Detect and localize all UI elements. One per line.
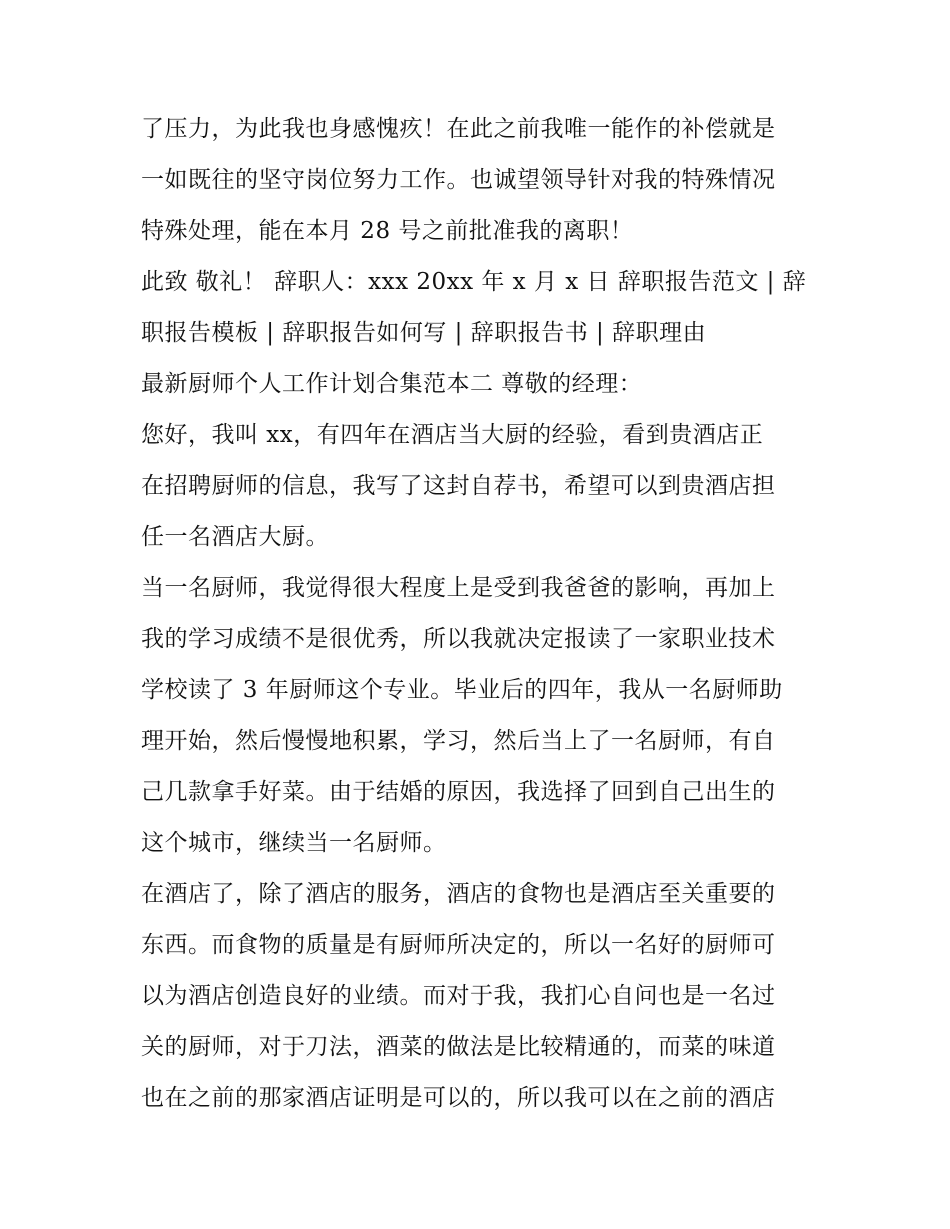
text-line: 己几款拿手好菜。由于结婚的原因，我选择了回到自己出生的 [141, 779, 776, 805]
text-line: 任一名酒店大厨。 [141, 524, 329, 550]
text-line: 了压力，为此我也身感愧疚！在此之前我唯一能作的补偿就是 [141, 116, 776, 142]
text-line: 在招聘厨师的信息，我写了这封自荐书，希望可以到贵酒店担 [141, 473, 776, 499]
text-line: 东西。而食物的质量是有厨师所决定的，所以一名好的厨师可 [141, 932, 776, 958]
text-line: 在酒店了，除了酒店的服务，酒店的食物也是酒店至关重要的 [141, 881, 776, 907]
text-line: 这个城市，继续当一名厨师。 [141, 830, 447, 856]
text-line: 以为酒店创造良好的业绩。而对于我，我扪心自问也是一名过 [141, 983, 776, 1009]
text-line: 关的厨师，对于刀法，酒菜的做法是比较精通的，而菜的味道 [141, 1034, 776, 1060]
text-line: 您好，我叫 xx，有四年在酒店当大厨的经验，看到贵酒店正 [141, 422, 764, 448]
text-line: 学校读了 3 年厨师这个专业。毕业后的四年，我从一名厨师助 [141, 677, 783, 703]
text-line: 最新厨师个人工作计划合集范本二 尊敬的经理： [141, 371, 643, 397]
text-line: 此致 敬礼！ 辞职人：xxx 20xx 年 x 月 x 日 辞职报告范文 | 辞 [141, 269, 807, 295]
text-line: 特殊处理，能在本月 28 号之前批准我的离职！ [141, 218, 634, 244]
text-line: 我的学习成绩不是很优秀，所以我就决定报读了一家职业技术 [141, 626, 776, 652]
text-line: 职报告模板 | 辞职报告如何写 | 辞职报告书 | 辞职理由 [141, 320, 707, 346]
text-line: 也在之前的那家酒店证明是可以的，所以我可以在之前的酒店 [141, 1085, 776, 1111]
text-line: 理开始，然后慢慢地积累，学习，然后当上了一名厨师，有自 [141, 728, 776, 754]
text-line: 一如既往的坚守岗位努力工作。也诚望领导针对我的特殊情况 [141, 167, 776, 193]
document-body [141, 104, 821, 1124]
text-line: 当一名厨师，我觉得很大程度上是受到我爸爸的影响，再加上 [141, 575, 776, 601]
